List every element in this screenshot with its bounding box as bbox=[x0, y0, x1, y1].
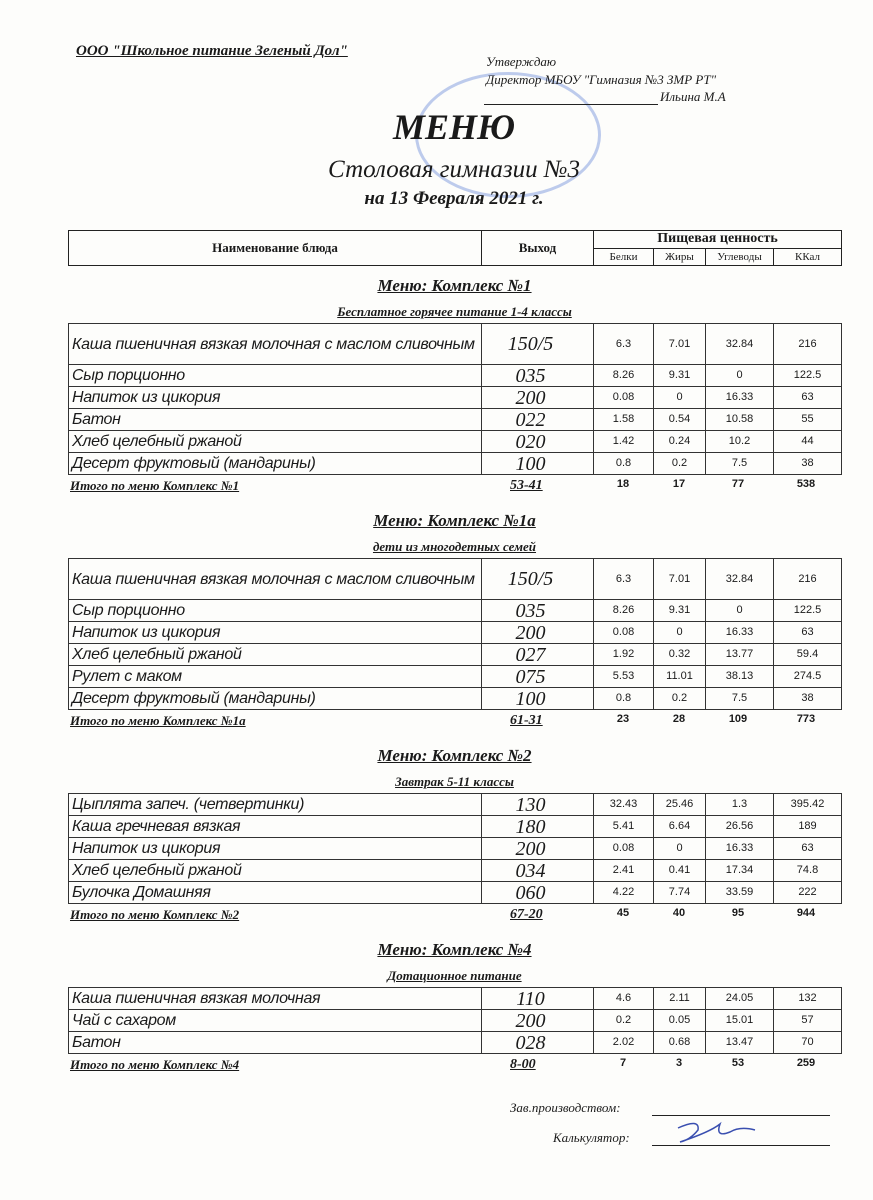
section-title: Меню: Комплекс №1 bbox=[377, 276, 532, 295]
total-carbs: 95 bbox=[731, 907, 745, 919]
dish-fat: 25.46 bbox=[654, 794, 706, 816]
signature-line bbox=[484, 104, 658, 105]
dish-name: Каша пшеничная вязкая молочная с маслом сливочным bbox=[69, 324, 482, 365]
dish-carbs: 0 bbox=[706, 600, 774, 622]
dish-name: Булочка Домашняя bbox=[69, 882, 482, 904]
dish-carbs: 16.33 bbox=[706, 622, 774, 644]
dish-kcal: 132 bbox=[774, 988, 842, 1010]
dish-protein: 6.3 bbox=[594, 559, 654, 600]
dish-kcal: 44 bbox=[774, 431, 842, 453]
dish-protein: 0.08 bbox=[594, 622, 654, 644]
dish-kcal: 395.42 bbox=[774, 794, 842, 816]
total-fat: 3 bbox=[675, 1057, 683, 1069]
section-subtitle: дети из многодетных семей bbox=[372, 539, 537, 554]
dish-fat: 0.05 bbox=[654, 1010, 706, 1032]
section-title: Меню: Комплекс №1а bbox=[373, 511, 536, 530]
table-row bbox=[69, 988, 842, 1010]
dish-kcal: 70 bbox=[774, 1032, 842, 1054]
page-title: МЕНЮ bbox=[392, 107, 516, 147]
dish-carbs: 16.33 bbox=[706, 838, 774, 860]
dish-kcal: 55 bbox=[774, 409, 842, 431]
dish-fat: 6.64 bbox=[654, 816, 706, 838]
dish-name: Хлеб целебный ржаной bbox=[69, 860, 482, 882]
total-kcal: 538 bbox=[796, 478, 816, 490]
menu-section bbox=[68, 746, 841, 926]
section-subtitle: Завтрак 5-11 классы bbox=[395, 774, 514, 789]
dish-protein: 6.3 bbox=[594, 324, 654, 365]
dish-name: Каша пшеничная вязкая молочная bbox=[69, 988, 482, 1010]
table-row bbox=[69, 1032, 842, 1054]
menu-section bbox=[68, 940, 841, 1076]
dish-protein: 0.2 bbox=[594, 1010, 654, 1032]
dish-fat: 2.11 bbox=[654, 988, 706, 1010]
total-fat: 17 bbox=[672, 478, 686, 490]
dish-output: 150/5 bbox=[482, 324, 594, 365]
table-row bbox=[69, 409, 842, 431]
dish-fat: 0 bbox=[654, 387, 706, 409]
dish-fat: 7.74 bbox=[654, 882, 706, 904]
dish-kcal: 74.8 bbox=[774, 860, 842, 882]
dish-name: Чай с сахаром bbox=[69, 1010, 482, 1032]
dish-fat: 11.01 bbox=[654, 666, 706, 688]
section-subtitle: Бесплатное горячее питание 1-4 классы bbox=[337, 304, 572, 319]
dish-protein: 2.02 bbox=[594, 1032, 654, 1054]
dish-protein: 1.42 bbox=[594, 431, 654, 453]
dish-protein: 1.58 bbox=[594, 409, 654, 431]
dish-kcal: 63 bbox=[774, 838, 842, 860]
dish-fat: 0.2 bbox=[654, 688, 706, 710]
dish-protein: 5.53 bbox=[594, 666, 654, 688]
menu-section bbox=[68, 276, 841, 497]
total-output: 67-20 bbox=[510, 907, 543, 922]
dish-output: 027 bbox=[482, 644, 594, 666]
menu-section bbox=[68, 511, 841, 732]
total-kcal: 944 bbox=[796, 907, 816, 919]
table-row bbox=[69, 1010, 842, 1032]
dish-kcal: 222 bbox=[774, 882, 842, 904]
dish-name: Каша гречневая вязкая bbox=[69, 816, 482, 838]
dish-output: 022 bbox=[482, 409, 594, 431]
menu-body bbox=[68, 230, 841, 1160]
table-row bbox=[69, 860, 842, 882]
production-label: Зав.производством: bbox=[510, 1100, 621, 1115]
dish-kcal: 38 bbox=[774, 688, 842, 710]
section-total bbox=[68, 712, 841, 732]
dish-output: 200 bbox=[482, 1010, 594, 1032]
total-protein: 18 bbox=[616, 478, 630, 490]
total-label: Итого по меню Комплекс №2 bbox=[70, 907, 240, 922]
dish-output: 130 bbox=[482, 794, 594, 816]
dish-fat: 0.54 bbox=[654, 409, 706, 431]
table-row bbox=[69, 387, 842, 409]
approval-label: Утверждаю bbox=[486, 54, 557, 69]
dish-name: Напиток из цикория bbox=[69, 838, 482, 860]
dish-name: Хлеб целебный ржаной bbox=[69, 431, 482, 453]
dish-carbs: 24.05 bbox=[706, 988, 774, 1010]
total-kcal: 773 bbox=[796, 713, 816, 725]
dish-protein: 4.22 bbox=[594, 882, 654, 904]
dish-carbs: 10.2 bbox=[706, 431, 774, 453]
dish-kcal: 122.5 bbox=[774, 600, 842, 622]
dish-fat: 7.01 bbox=[654, 559, 706, 600]
page-subtitle: Столовая гимназии №3 bbox=[328, 156, 580, 183]
dish-output: 075 bbox=[482, 666, 594, 688]
dish-protein: 8.26 bbox=[594, 365, 654, 387]
dish-carbs: 0 bbox=[706, 365, 774, 387]
table-row bbox=[69, 431, 842, 453]
dish-kcal: 63 bbox=[774, 387, 842, 409]
dish-output: 035 bbox=[482, 600, 594, 622]
dish-name: Батон bbox=[69, 1032, 482, 1054]
dish-fat: 0.24 bbox=[654, 431, 706, 453]
dish-output: 200 bbox=[482, 838, 594, 860]
dish-output: 200 bbox=[482, 622, 594, 644]
total-kcal: 259 bbox=[796, 1057, 816, 1069]
table-row bbox=[69, 688, 842, 710]
table-row bbox=[69, 794, 842, 816]
total-carbs: 77 bbox=[731, 478, 745, 490]
section-subtitle: Дотационное питание bbox=[387, 968, 522, 983]
dish-protein: 1.92 bbox=[594, 644, 654, 666]
dish-carbs: 13.77 bbox=[706, 644, 774, 666]
dish-fat: 0 bbox=[654, 838, 706, 860]
header-table bbox=[68, 230, 842, 266]
dish-name: Напиток из цикория bbox=[69, 387, 482, 409]
dish-fat: 0.32 bbox=[654, 644, 706, 666]
dish-output: 100 bbox=[482, 688, 594, 710]
section-total bbox=[68, 1056, 841, 1076]
total-carbs: 53 bbox=[731, 1057, 745, 1069]
table-row bbox=[69, 816, 842, 838]
dish-carbs: 1.3 bbox=[706, 794, 774, 816]
table-row bbox=[69, 365, 842, 387]
dish-kcal: 122.5 bbox=[774, 365, 842, 387]
header-output: Выход bbox=[482, 231, 594, 266]
total-protein: 45 bbox=[616, 907, 630, 919]
dish-protein: 4.6 bbox=[594, 988, 654, 1010]
dish-name: Сыр порционно bbox=[69, 365, 482, 387]
dish-protein: 0.8 bbox=[594, 453, 654, 475]
dish-output: 200 bbox=[482, 387, 594, 409]
dish-carbs: 7.5 bbox=[706, 453, 774, 475]
dish-kcal: 274.5 bbox=[774, 666, 842, 688]
dish-protein: 0.8 bbox=[594, 688, 654, 710]
dish-name: Десерт фруктовый (мандарины) bbox=[69, 688, 482, 710]
total-output: 8-00 bbox=[510, 1057, 536, 1072]
dish-fat: 7.01 bbox=[654, 324, 706, 365]
dish-kcal: 57 bbox=[774, 1010, 842, 1032]
dish-carbs: 10.58 bbox=[706, 409, 774, 431]
dish-carbs: 38.13 bbox=[706, 666, 774, 688]
dish-output: 034 bbox=[482, 860, 594, 882]
dish-name: Хлеб целебный ржаной bbox=[69, 644, 482, 666]
total-label: Итого по меню Комплекс №4 bbox=[70, 1057, 240, 1072]
dish-kcal: 216 bbox=[774, 559, 842, 600]
total-output: 53-41 bbox=[510, 478, 543, 493]
header-name: Наименование блюда bbox=[69, 231, 482, 266]
dish-kcal: 189 bbox=[774, 816, 842, 838]
calculator-label: Калькулятор: bbox=[553, 1130, 630, 1145]
total-fat: 28 bbox=[672, 713, 686, 725]
dish-protein: 8.26 bbox=[594, 600, 654, 622]
dish-carbs: 32.84 bbox=[706, 324, 774, 365]
header-fat: Жиры bbox=[654, 248, 706, 266]
dish-name: Рулет с маком bbox=[69, 666, 482, 688]
table-row bbox=[69, 622, 842, 644]
dish-protein: 0.08 bbox=[594, 838, 654, 860]
section-total bbox=[68, 477, 841, 497]
header-carbs: Углеводы bbox=[706, 248, 774, 266]
company-name: ООО "Школьное питание Зеленый Дол" bbox=[76, 43, 348, 59]
table-row bbox=[69, 453, 842, 475]
section-title: Меню: Комплекс №4 bbox=[377, 940, 532, 959]
dish-fat: 0.41 bbox=[654, 860, 706, 882]
total-label: Итого по меню Комплекс №1а bbox=[70, 713, 246, 728]
header-protein: Белки bbox=[594, 248, 654, 266]
dish-output: 020 bbox=[482, 431, 594, 453]
dish-kcal: 38 bbox=[774, 453, 842, 475]
dish-carbs: 16.33 bbox=[706, 387, 774, 409]
table-row bbox=[69, 838, 842, 860]
dish-output: 100 bbox=[482, 453, 594, 475]
header-nutrition: Пищевая ценность bbox=[594, 231, 842, 249]
table-row bbox=[69, 559, 842, 600]
total-protein: 7 bbox=[619, 1057, 627, 1069]
total-carbs: 109 bbox=[728, 713, 748, 725]
approval-position: Директор МБОУ "Гимназия №3 ЗМР РТ" bbox=[486, 72, 717, 87]
dish-output: 060 bbox=[482, 882, 594, 904]
section-title: Меню: Комплекс №2 bbox=[377, 746, 532, 765]
dish-fat: 0.2 bbox=[654, 453, 706, 475]
dish-output: 110 bbox=[482, 988, 594, 1010]
dish-protein: 32.43 bbox=[594, 794, 654, 816]
dish-kcal: 59.4 bbox=[774, 644, 842, 666]
dish-fat: 0.68 bbox=[654, 1032, 706, 1054]
section-total bbox=[68, 906, 841, 926]
menu-table bbox=[68, 793, 842, 904]
dish-name: Батон bbox=[69, 409, 482, 431]
dish-carbs: 15.01 bbox=[706, 1010, 774, 1032]
table-row bbox=[69, 882, 842, 904]
dish-output: 028 bbox=[482, 1032, 594, 1054]
table-row bbox=[69, 666, 842, 688]
table-row bbox=[69, 600, 842, 622]
dish-output: 035 bbox=[482, 365, 594, 387]
dish-kcal: 63 bbox=[774, 622, 842, 644]
dish-carbs: 26.56 bbox=[706, 816, 774, 838]
menu-date: на 13 Февраля 2021 г. bbox=[364, 188, 544, 209]
total-fat: 40 bbox=[672, 907, 686, 919]
dish-protein: 5.41 bbox=[594, 816, 654, 838]
dish-name: Каша пшеничная вязкая молочная с маслом сливочным bbox=[69, 559, 482, 600]
total-protein: 23 bbox=[616, 713, 630, 725]
total-label: Итого по меню Комплекс №1 bbox=[70, 478, 240, 493]
table-row bbox=[69, 644, 842, 666]
total-output: 61-31 bbox=[510, 713, 543, 728]
dish-fat: 0 bbox=[654, 622, 706, 644]
dish-carbs: 7.5 bbox=[706, 688, 774, 710]
dish-fat: 9.31 bbox=[654, 365, 706, 387]
dish-fat: 9.31 bbox=[654, 600, 706, 622]
calculator-signature bbox=[670, 1118, 760, 1148]
table-row bbox=[69, 324, 842, 365]
header-kcal: ККал bbox=[774, 248, 842, 266]
signatures-footer bbox=[68, 1100, 841, 1160]
dish-kcal: 216 bbox=[774, 324, 842, 365]
menu-sections bbox=[68, 276, 841, 1076]
dish-carbs: 13.47 bbox=[706, 1032, 774, 1054]
menu-table bbox=[68, 323, 842, 475]
menu-table bbox=[68, 987, 842, 1054]
dish-name: Десерт фруктовый (мандарины) bbox=[69, 453, 482, 475]
dish-name: Сыр порционно bbox=[69, 600, 482, 622]
approval-signer: Ильина М.А bbox=[660, 89, 726, 104]
dish-carbs: 32.84 bbox=[706, 559, 774, 600]
dish-output: 150/5 bbox=[482, 559, 594, 600]
dish-protein: 2.41 bbox=[594, 860, 654, 882]
dish-carbs: 17.34 bbox=[706, 860, 774, 882]
dish-protein: 0.08 bbox=[594, 387, 654, 409]
dish-name: Напиток из цикория bbox=[69, 622, 482, 644]
production-signature-line bbox=[652, 1115, 830, 1116]
dish-carbs: 33.59 bbox=[706, 882, 774, 904]
dish-name: Цыплята запеч. (четвертинки) bbox=[69, 794, 482, 816]
dish-output: 180 bbox=[482, 816, 594, 838]
menu-table bbox=[68, 558, 842, 710]
